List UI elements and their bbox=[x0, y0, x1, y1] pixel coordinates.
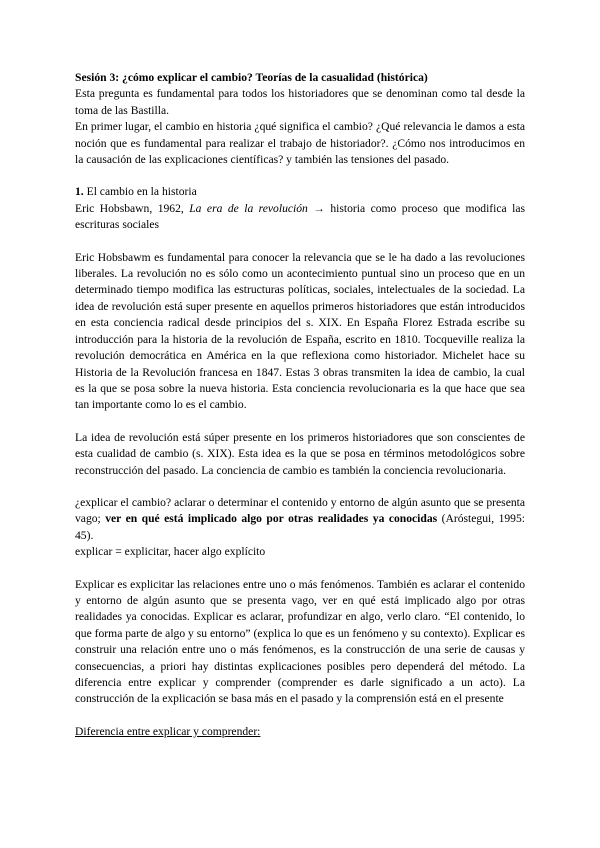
section-heading bbox=[75, 184, 525, 200]
document-body bbox=[75, 70, 525, 740]
section-number: 1. bbox=[75, 185, 84, 199]
subheading-text: Diferencia entre explicar y comprender: bbox=[75, 724, 261, 738]
section-heading-text: El cambio en la historia bbox=[86, 185, 197, 199]
hobsbawm-paragraph: Eric Hobsbawm es fundamental para conocer la relevancia que se le ha dado a las revoluciones liberales. La revolución no es sólo como un acontecimiento puntual sino un proceso que en un determinado tiempo modifica las estructuras políticas, sociales, intelectuales de la sociedad. La idea de revolución está super presente en aquellos primeros historiadores que están introducidos en esta conciencia radical desde principios del s. XIX. En España Florez Estrada escribe su introducción para la historia de la revolución de España, escrito en 1810. Tocqueville realiza la revolución democrática en América en la que reflexiona como historiador. Michelet hace su Historia de la Revolución francesa en 1847. Estas 3 obras transmiten la idea de cambio, la cual es la que se posa sobre la nueva historia. Esta conciencia revolucionaria es la que hace que sea tan importante como lo es el cambio. bbox=[75, 250, 525, 412]
question-emphasis: ver en qué está implicado algo por otras realidades ya conocidas bbox=[105, 512, 438, 526]
reference-author: Eric Hobsbawn, 1962, bbox=[75, 201, 184, 215]
arrow-icon: → bbox=[313, 201, 325, 215]
session-title: Sesión 3: ¿cómo explicar el cambio? Teorías de la casualidad (histórica) bbox=[75, 71, 428, 84]
explanation-paragraph: Explicar es explicitar las relaciones entre uno o más fenómenos. También es aclarar el contenido y entorno de algún asunto que se presenta vago, ver en qué está implicado algo por otras realidades ya conocidas. Explicar es aclarar, profundizar en algo, verlo claro. “El contenido, lo que forma parte de algo y su entorno” (explica lo que es un fenómeno y su contexto). Explicar es construir una relación entre uno o más fenómenos, es la construcción de una serie de causas y consecuencias, a priori hay distintas explicaciones posibles pero dependerá del método. La diferencia entre explicar y comprender (comprender es darle significado a un acto). La construcción de la explicación se basa más en el pasado y la comprensión está en el presente bbox=[75, 577, 525, 706]
reference-description: historia como proceso que modifica las escrituras sociales bbox=[75, 201, 525, 232]
definition-line: explicar = explicitar, hacer algo explícito bbox=[75, 545, 266, 559]
intro-paragraph-1: Esta pregunta es fundamental para todos los historiadores que se denominan como tal desde la toma de las Bastilla. bbox=[75, 87, 525, 117]
question-citation: (Aróstegui, 1995: 45). bbox=[75, 512, 525, 542]
question-text: ¿explicar el cambio? aclarar o determinar el contenido y entorno de algún asunto que se presenta vago; bbox=[75, 495, 525, 526]
subheading-line bbox=[75, 724, 525, 740]
intro-paragraph-2: En primer lugar, el cambio en historia ¿qué significa el cambio? ¿Qué relevancia le damos a esta noción que es fundamental para realizar el trabajo de historiador?. ¿Cómo nos introducimos en la causación de las explicaciones científicas? y también las tensiones del pasado. bbox=[75, 120, 525, 167]
reference-line bbox=[75, 201, 525, 234]
reference-title: La era de la revolución bbox=[189, 201, 308, 215]
revolution-paragraph: La idea de revolución está súper presente en los primeros historiadores que son conscientes de esta cualidad de cambio (s. XIX). Esta idea es la que se posa en términos metodológicos sobre reconstrucción del pasado. La conciencia de cambio es también la conciencia revolucionaria. bbox=[75, 430, 525, 477]
question-paragraph bbox=[75, 495, 525, 544]
